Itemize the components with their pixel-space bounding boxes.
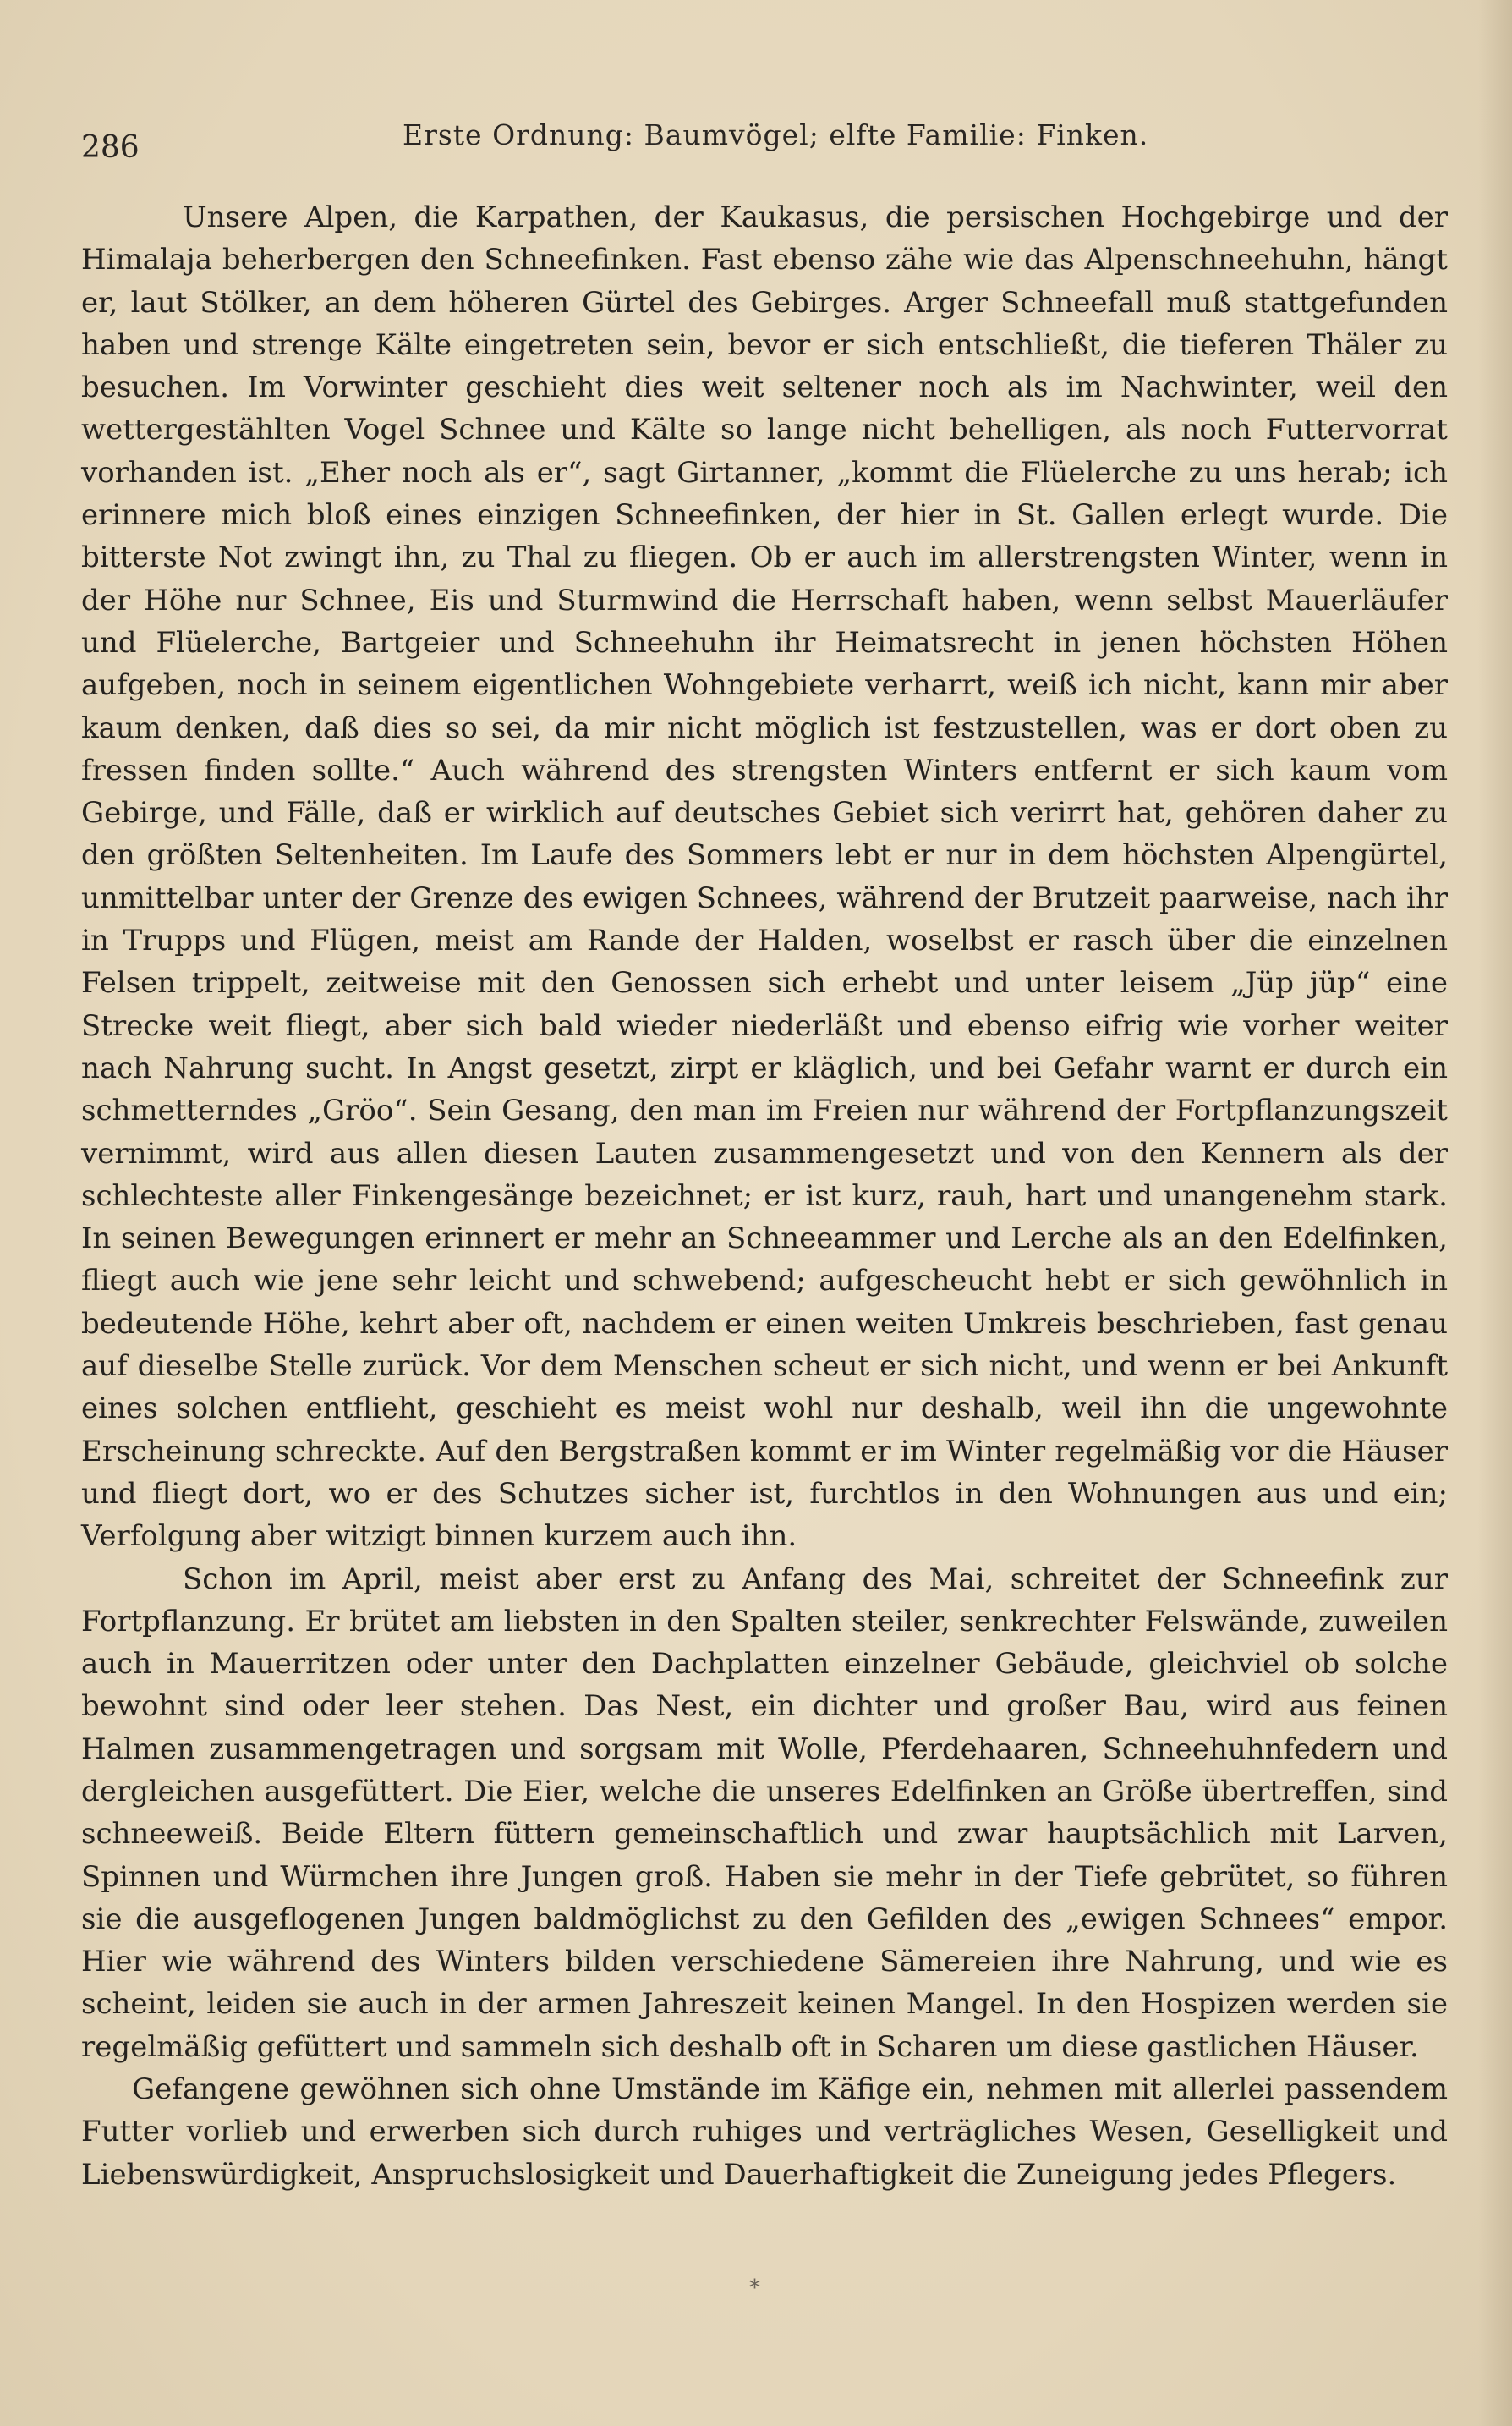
section-asterisk: * — [749, 2275, 760, 2301]
body-text — [81, 196, 1448, 2196]
paragraph-2: Schon im April, meist aber erst zu Anfang des Mai, schreitet der Schneefink zur Fortpflanzung. Er brütet am liebsten in den Spalten steiler, senkrechter Felswände, zuweilen auch in Mauerritzen oder unter den Dachplatten einzelner Gebäude, gleichviel ob solche bewohnt sind oder leer stehen. Das Nest, ein dichter und großer Bau, wird aus feinen Halmen zusammengetragen und sorgsam mit Wolle, Pferdehaaren, Schneehuhnfedern und dergleichen ausgefüttert. Die Eier, welche die unseres Edelfinken an Größe übertreffen, sind schneeweiß. Beide Eltern füttern gemeinschaftlich und zwar hauptsächlich mit Larven, Spinnen und Würmchen ihre Jungen groß. Haben sie mehr in der Tiefe gebrütet, so führen sie die ausgeflogenen Jungen baldmöglichst zu den Gefilden des „ewigen Schnees“ empor. Hier wie während des Winters bilden verschiedene Sämereien ihre Nahrung, und wie es scheint, leiden sie auch in der armen Jahreszeit keinen Mangel. In den Hospizen werden sie regelmäßig gefüttert und sammeln sich deshalb oft in Scharen um diese gastlichen Häuser. — [81, 1562, 1448, 2064]
running-head: Erste Ordnung: Baumvögel; elfte Familie: Finken. — [403, 118, 1149, 151]
paragraph-1: Unsere Alpen, die Karpathen, der Kaukasus, die persischen Hochgebirge und der Himalaja beherbergen den Schneefinken. Fast ebenso zähe wie das Alpenschneehuhn, hängt er, laut Stölker, an dem höheren Gürtel des Gebirges. Arger Schneefall muß stattgefunden haben und strenge Kälte eingetreten sein, bevor er sich entschließt, die tieferen Thäler zu besuchen. Im Vorwinter geschieht dies weit seltener noch als im Nachwinter, weil den wettergestählten Vogel Schnee und Kälte so lange nicht behelligen, als noch Futtervorrat vorhanden ist. „Eher noch als er“, sagt Girtanner, „kommt die Flüelerche zu uns herab; ich erinnere mich bloß eines einzigen Schneefinken, der hier in St. Gallen erlegt wurde. Die bitterste Not zwingt ihn, zu Thal zu fliegen. Ob er auch im allerstrengsten Winter, wenn in der Höhe nur Schnee, Eis und Sturmwind die Herrschaft haben, wenn selbst Mauerläufer und Flüelerche, Bartgeier und Schneehuhn ihr Heimatsrecht in jenen höchsten Höhen aufgeben, noch in seinem eigentlichen Wohngebiete verharrt, weiß ich nicht, kann mir aber kaum denken, daß dies so sei, da mir nicht möglich ist festzustellen, was er dort oben zu fressen finden sollte.“ Auch während des strengsten Winters entfernt er sich kaum vom Gebirge, und Fälle, daß er wirklich auf deutsches Gebiet sich verirrt hat, gehören daher zu den größten Seltenheiten. Im Laufe des Sommers lebt er nur in dem höchsten Alpengürtel, unmittelbar unter der Grenze des ewigen Schnees, während der Brutzeit paarweise, nach ihr in Trupps und Flügen, meist am Rande der Halden, woselbst er rasch über die einzelnen Felsen trippelt, zeitweise mit den Genossen sich erhebt und unter leisem „Jüp jüp“ eine Strecke weit fliegt, aber sich bald wieder niederläßt und ebenso eifrig wie vorher weiter nach Nahrung sucht. In Angst gesetzt, zirpt er kläglich, und bei Gefahr warnt er durch ein schmetterndes „Gröo“. Sein Gesang, den man im Freien nur während der Fortpflanzungszeit vernimmt, wird aus allen diesen Lauten zusammengesetzt und von den Kennern als der schlechteste aller Finkengesänge bezeichnet; er ist kurz, rauh, hart und unangenehm stark. In seinen Bewegungen erinnert er mehr an Schneeammer und Lerche als an den Edelfinken, fliegt auch wie jene sehr leicht und schwebend; aufgescheucht hebt er sich gewöhnlich in bedeutende Höhe, kehrt aber oft, nachdem er einen weiten Umkreis beschrieben, fast genau auf dieselbe Stelle zurück. Vor dem Menschen scheut er sich nicht, und wenn er bei Ankunft eines solchen entflieht, geschieht es meist wohl nur deshalb, weil ihn die ungewohnte Erscheinung schreckte. Auf den Bergstraßen kommt er im Winter regelmäßig vor die Häuser und fliegt dort, wo er des Schutzes sicher ist, furchtlos in den Wohnungen aus und ein; Verfolgung aber witzigt binnen kurzem auch ihn. — [81, 200, 1448, 1554]
page-edge-shadow — [1478, 0, 1512, 2426]
page-header — [81, 118, 1451, 169]
paragraph-3: Gefangene gewöhnen sich ohne Umstände im Käfige ein, nehmen mit allerlei passendem Futter vorlieb und erwerben sich durch ruhiges und verträgliches Wesen, Geselligkeit und Liebenswürdigkeit, Anspruchslosigkeit und Dauerhaftigkeit die Zuneigung jedes Pflegers. — [81, 2072, 1448, 2192]
page-number: 286 — [81, 130, 140, 165]
